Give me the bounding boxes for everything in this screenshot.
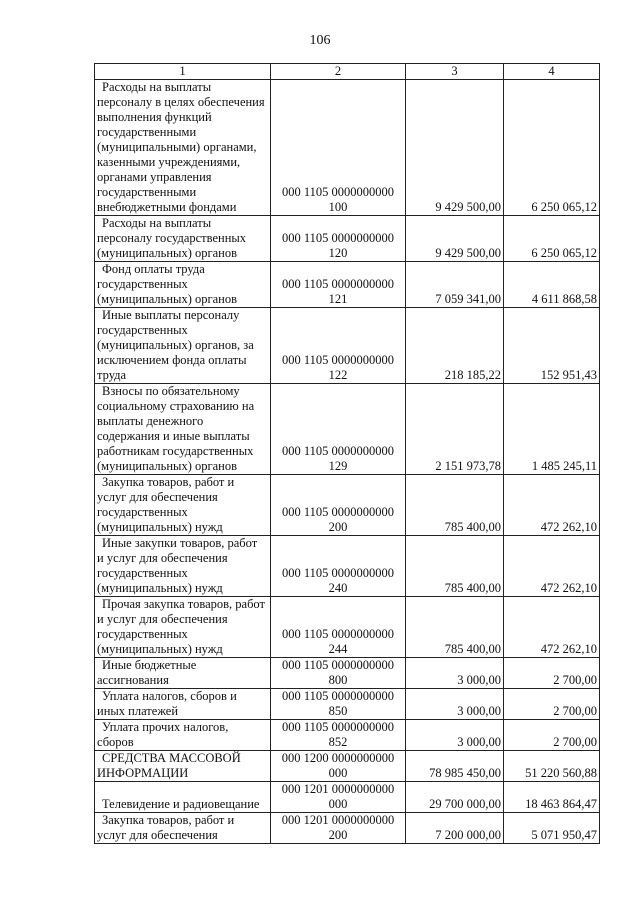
row-name-line: Закупка товаров, работ и — [102, 813, 235, 827]
row-name-line: (муниципальных) нужд — [97, 520, 223, 534]
row-code — [271, 782, 406, 813]
row-name-line: персоналу в целях обеспечения — [97, 95, 265, 109]
row-name-line: государственных — [97, 277, 188, 291]
table-row — [95, 782, 600, 813]
row-name-line: Прочая закупка товаров, работ — [102, 597, 265, 611]
table-row — [95, 384, 600, 475]
row-name — [95, 597, 271, 658]
row-name-line: Иные закупки товаров, работ — [102, 536, 258, 550]
row-name — [95, 80, 271, 216]
row-name-line: государственными — [97, 125, 197, 139]
row-name-line: Фонд оплаты труда — [102, 262, 205, 276]
row-name-line: Иные бюджетные — [102, 658, 197, 672]
row-code-part: 120 — [328, 246, 348, 260]
row-planned-value: 785 400,00 — [406, 597, 504, 658]
row-name-line: (муниципальных) нужд — [97, 581, 223, 595]
row-actual-value: 5 071 950,47 — [504, 813, 600, 844]
row-code-part: 800 — [328, 673, 348, 687]
row-name-line: выплаты денежного — [97, 414, 204, 428]
header-row — [95, 64, 600, 80]
row-name-line: казенными учреждениями, — [97, 155, 241, 169]
table-row — [95, 80, 600, 216]
row-name-line: (муниципальных) органов, за — [97, 338, 254, 352]
row-code — [271, 597, 406, 658]
row-code-part: 850 — [328, 704, 348, 718]
row-name-line: труда — [97, 368, 127, 382]
row-code-part: 000 1105 0000000000 — [281, 689, 395, 703]
row-code-part: 000 — [328, 766, 348, 780]
row-code-part: 200 — [328, 520, 348, 534]
row-name-line: исключением фонда оплаты — [97, 353, 247, 367]
row-code — [271, 216, 406, 262]
row-code — [271, 308, 406, 384]
row-code — [271, 658, 406, 689]
row-code-part: 000 1105 0000000000 — [281, 231, 395, 245]
row-actual-value: 6 250 065,12 — [504, 80, 600, 216]
row-code-part: 000 1105 0000000000 — [281, 658, 395, 672]
row-code-part: 000 1200 0000000000 — [281, 751, 395, 765]
row-code — [271, 475, 406, 536]
row-name-line: Телевидение и радиовещание — [102, 797, 260, 811]
row-name — [95, 536, 271, 597]
row-name-line: (муниципальных) органов — [97, 459, 238, 473]
row-name-line: государственных — [97, 505, 188, 519]
table-row — [95, 689, 600, 720]
row-name — [95, 658, 271, 689]
row-name — [95, 308, 271, 384]
row-actual-value: 1 485 245,11 — [504, 384, 600, 475]
row-code-part: 100 — [328, 200, 348, 214]
header-col-4: 4 — [504, 64, 600, 80]
row-code — [271, 813, 406, 844]
row-name-line: сборов — [97, 735, 134, 749]
table-row — [95, 216, 600, 262]
row-code — [271, 536, 406, 597]
row-code-part: 200 — [328, 828, 348, 842]
row-code-part: 240 — [328, 581, 348, 595]
row-code — [271, 262, 406, 308]
row-code-part: 000 1105 0000000000 — [281, 720, 395, 734]
row-code-part: 000 1201 0000000000 — [281, 813, 395, 827]
header-col-2: 2 — [271, 64, 406, 80]
row-name-line: услуг для обеспечения — [97, 828, 218, 842]
row-planned-value: 9 429 500,00 — [406, 216, 504, 262]
row-name-line: государственных — [97, 566, 188, 580]
row-actual-value: 4 611 868,58 — [504, 262, 600, 308]
row-planned-value: 78 985 450,00 — [406, 751, 504, 782]
row-actual-value: 18 463 864,47 — [504, 782, 600, 813]
row-name-line: Уплата прочих налогов, — [102, 720, 229, 734]
row-code-part: 000 1105 0000000000 — [281, 353, 395, 367]
row-code — [271, 720, 406, 751]
row-code-part: 000 — [328, 797, 348, 811]
row-name-line: Закупка товаров, работ и — [102, 475, 235, 489]
row-code-part: 000 1105 0000000000 — [281, 505, 395, 519]
row-code-part: 244 — [328, 642, 348, 656]
row-actual-value: 472 262,10 — [504, 597, 600, 658]
row-name-line: ассигнования — [97, 673, 169, 687]
row-code — [271, 384, 406, 475]
row-code-part: 000 1105 0000000000 — [281, 627, 395, 641]
row-name-line: Расходы на выплаты — [102, 216, 212, 230]
row-name-line: Иные выплаты персоналу — [102, 308, 240, 322]
row-planned-value: 3 000,00 — [406, 658, 504, 689]
row-name-line: государственных — [97, 323, 188, 337]
row-name-line: персоналу государственных — [97, 231, 247, 245]
row-actual-value: 152 951,43 — [504, 308, 600, 384]
row-actual-value: 2 700,00 — [504, 689, 600, 720]
row-actual-value: 2 700,00 — [504, 720, 600, 751]
row-code — [271, 751, 406, 782]
row-name — [95, 262, 271, 308]
header-col-1: 1 — [95, 64, 271, 80]
row-name-line: Уплата налогов, сборов и — [102, 689, 237, 703]
row-name — [95, 751, 271, 782]
row-name — [95, 689, 271, 720]
row-name — [95, 475, 271, 536]
row-name — [95, 384, 271, 475]
row-name-line: (муниципальных) органов — [97, 292, 238, 306]
row-name-line: СРЕДСТВА МАССОВОЙ — [102, 751, 241, 765]
row-code — [271, 689, 406, 720]
row-name-line: услуг для обеспечения — [97, 490, 218, 504]
row-name — [95, 720, 271, 751]
budget-table — [94, 63, 600, 844]
row-planned-value: 2 151 973,78 — [406, 384, 504, 475]
row-name-line: и услуг для обеспечения — [97, 612, 228, 626]
row-actual-value: 472 262,10 — [504, 536, 600, 597]
row-name-line: Расходы на выплаты — [102, 80, 212, 94]
row-planned-value: 7 059 341,00 — [406, 262, 504, 308]
row-name — [95, 782, 271, 813]
row-name-line: выполнения функций — [97, 110, 212, 124]
row-code-part: 129 — [328, 459, 348, 473]
row-name-line: (муниципальными) органами, — [97, 140, 257, 154]
row-name-line: и услуг для обеспечения — [97, 551, 228, 565]
row-name-line: иных платежей — [97, 704, 179, 718]
row-actual-value: 51 220 560,88 — [504, 751, 600, 782]
row-code-part: 000 1105 0000000000 — [281, 566, 395, 580]
row-planned-value: 3 000,00 — [406, 689, 504, 720]
table-row — [95, 475, 600, 536]
row-code — [271, 80, 406, 216]
row-actual-value: 6 250 065,12 — [504, 216, 600, 262]
table-row — [95, 308, 600, 384]
row-code-part: 000 1105 0000000000 — [281, 444, 395, 458]
row-planned-value: 9 429 500,00 — [406, 80, 504, 216]
page-number: 106 — [309, 33, 331, 48]
row-name-line: органами управления — [97, 170, 212, 184]
row-code-part: 121 — [328, 292, 348, 306]
row-planned-value: 3 000,00 — [406, 720, 504, 751]
row-actual-value: 472 262,10 — [504, 475, 600, 536]
row-code-part: 000 1201 0000000000 — [281, 782, 395, 796]
row-code-part: 000 1105 0000000000 — [281, 277, 395, 291]
row-name-line: работникам государственных — [97, 444, 254, 458]
row-planned-value: 785 400,00 — [406, 475, 504, 536]
row-planned-value: 7 200 000,00 — [406, 813, 504, 844]
row-name-line: Взносы по обязательному — [102, 384, 240, 398]
row-planned-value: 218 185,22 — [406, 308, 504, 384]
row-code-part: 852 — [328, 735, 348, 749]
row-code-part: 122 — [328, 368, 348, 382]
table-row — [95, 262, 600, 308]
row-name — [95, 216, 271, 262]
table-row — [95, 720, 600, 751]
row-name-line: (муниципальных) нужд — [97, 642, 223, 656]
row-name-line: государственными — [97, 185, 197, 199]
header-col-3: 3 — [406, 64, 504, 80]
table-row — [95, 658, 600, 689]
row-actual-value: 2 700,00 — [504, 658, 600, 689]
row-name-line: социальному страхованию на — [97, 399, 255, 413]
table-row — [95, 813, 600, 844]
row-planned-value: 29 700 000,00 — [406, 782, 504, 813]
table-row — [95, 751, 600, 782]
table-row — [95, 597, 600, 658]
row-name-line: содержания и иные выплаты — [97, 429, 250, 443]
row-name-line: государственных — [97, 627, 188, 641]
row-code-part: 000 1105 0000000000 — [281, 185, 395, 199]
row-name-line: (муниципальных) органов — [97, 246, 238, 260]
row-planned-value: 785 400,00 — [406, 536, 504, 597]
row-name-line: ИНФОРМАЦИИ — [97, 766, 189, 780]
row-name — [95, 813, 271, 844]
table-row — [95, 536, 600, 597]
row-name-line: внебюджетными фондами — [97, 200, 237, 214]
